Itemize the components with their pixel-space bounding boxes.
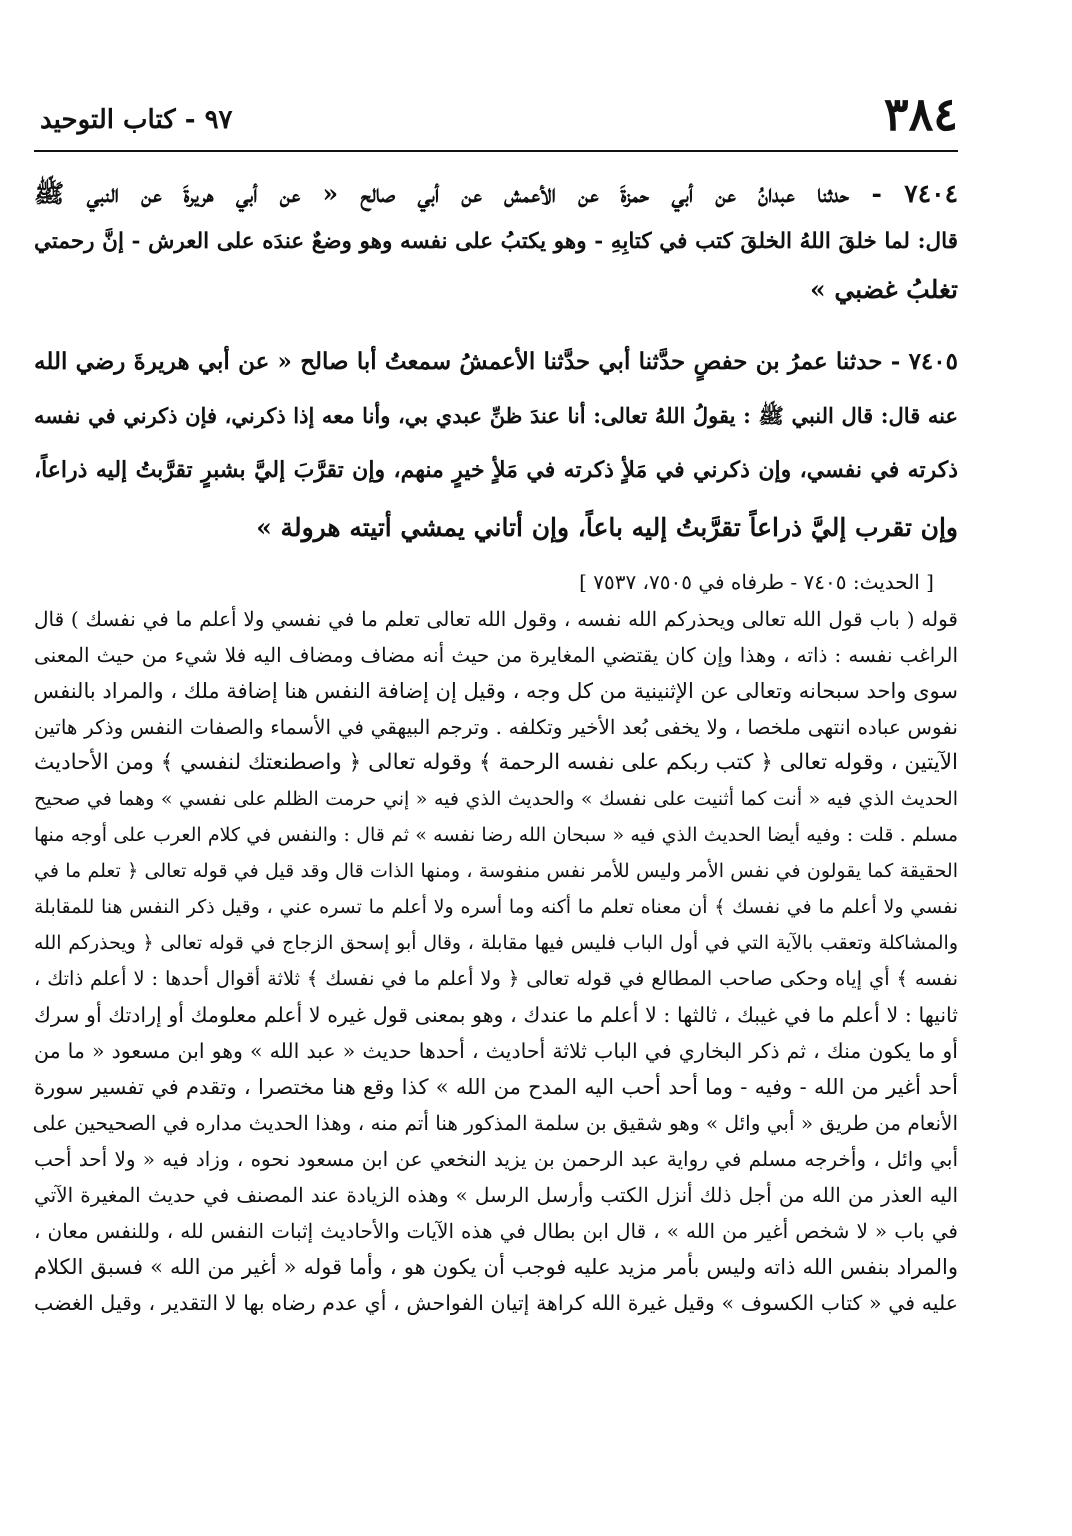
hadith-line: قال: لما خلقَ اللهُ الخلقَ كتب في كتابِهِ - وهو يكتبُ على نفسه وهو وضعٌ عندَه على العرش - إنَّ رحمتي bbox=[34, 229, 958, 254]
commentary-line: قوله ( باب قول الله تعالى ويحذركم الله نفسه ، وقول الله تعالى تعلم ما في نفسي ولا أعلم ما في نفسك ) قال bbox=[34, 607, 958, 631]
commentary-line: الحقيقة كما يقولون في نفس الأمر وليس للأمر نفس منفوسة ، ومنها الذات قال وقد قيل في قوله تعالى ﴿ تعلم ما في bbox=[34, 860, 958, 882]
book-page bbox=[34, 84, 958, 1524]
hadith-line: ٧٤٠٥ - حدثنا عمرُ بن حفصٍ حدَّثنا أبي حدَّثنا الأعمشُ سمعتُ أبا صالح « عن أبي هريرةَ رضي الله bbox=[34, 348, 958, 375]
commentary-line: أحد أغير من الله - وفيه - وما أحد أحب اليه المدح من الله » كذا وقع هنا مختصرا ، وتقدم في تفسير سورة bbox=[34, 1075, 958, 1099]
hadith-line: وإن تقرب إليَّ ذراعاً تقرَّبتُ إليه باعاً، وإن أتاني يمشي أتيته هرولة » bbox=[256, 513, 958, 542]
commentary-line: سوى واحد سبحانه وتعالى عن الإثنينية من كل وجه ، وقيل إن إضافة النفس هنا إضافة ملك ، والمراد بالنفس bbox=[33, 679, 958, 703]
page-number: ٣٨٤ bbox=[883, 87, 958, 141]
hadith-reference: [ الحديث: ٧٤٠٥ - طرفاه في ٧٥٠٥، ٧٥٣٧ ] bbox=[579, 570, 934, 594]
commentary-line: مسلم . قلت : وفيه أيضا الحديث الذي فيه « سبحان الله رضا نفسه » ثم قال : والنفس في كلام العرب على أوجه منها bbox=[34, 824, 958, 846]
commentary-line: أو ما يكون منك ، ثم ذكر البخاري في الباب ثلاثة أحاديث ، أحدها حديث « عبد الله » وهو ابن مسعود « ما من bbox=[34, 1039, 958, 1063]
commentary-line: الحديث الذي فيه « أنت كما أثنيت على نفسك » والحديث الذي فيه « إني حرمت الظلم على نفسي » وهما في صحيح bbox=[34, 788, 958, 810]
commentary-line: والمراد بنفس الله ذاته وليس بأمر مزيد عليه فوجب أن يكون هو ، وأما قوله « أغير من الله » فسبق الكلام bbox=[34, 1255, 958, 1279]
hadith-line: ٧٤٠٤ - حدثنا عبدانُ عن أبي حمزةَ عن الأعمش عن أبي صالح « عن أبي هريرةَ عن النبي ﷺ bbox=[34, 179, 959, 208]
commentary-line: عليه في « كتاب الكسوف » وقيل غيرة الله كراهة إتيان الفواحش ، أي عدم رضاه بها لا التقدير ، وقيل الغضب bbox=[34, 1291, 958, 1315]
commentary-line: الأنعام من طريق « أبي وائل » وهو شقيق بن سلمة المذكور هنا أتم منه ، وهذا الحديث مداره في الصحيحين على bbox=[32, 1111, 958, 1135]
header-rule bbox=[34, 150, 958, 152]
commentary-line: في باب « لا شخص أغير من الله » ، قال ابن بطال في هذه الآيات والأحاديث إثبات النفس لله ، وللنفس معان ، bbox=[34, 1219, 958, 1243]
running-title: ٩٧ - كتاب التوحيد bbox=[40, 105, 233, 135]
commentary-line: نفسه ﴾ أي إياه وحكى صاحب المطالع في قوله تعالى ﴿ ولا أعلم ما في نفسك ﴾ ثلاثة أقوال أحدها : لا أعلم ذاتك ، bbox=[34, 967, 958, 990]
hadith-line: تغلبُ غضبي » bbox=[809, 275, 958, 304]
commentary-line: اليه العذر من الله من أجل ذلك أنزل الكتب وأرسل الرسل » وهذه الزيادة عند المصنف في حديث المغيرة الآتي bbox=[34, 1183, 959, 1207]
commentary-line: أبي وائل ، وأخرجه مسلم في رواية عبد الرحمن بن يزيد النخعي عن ابن مسعود نحوه ، وزاد فيه « ولا أحد أحب bbox=[34, 1147, 958, 1171]
commentary-line: الراغب نفسه : ذاته ، وهذا وإن كان يقتضي المغايرة من حيث أنه مضاف ومضاف اليه فلا شيء من حيث المعنى bbox=[34, 643, 958, 667]
commentary-line: والمشاكلة وتعقب بالآية التي في أول الباب فليس فيها مقابلة ، وقال أبو إسحق الزجاج في قوله تعالى ﴿ ويحذركم الله bbox=[34, 932, 958, 954]
commentary-line: نفسي ولا أعلم ما في نفسك ﴾ أن معناه تعلم ما أكنه وما أسره ولا أعلم ما تسره عني ، وقيل ذكر النفس هنا للمقابلة bbox=[34, 896, 958, 918]
commentary-line: ثانيها : لا أعلم ما في غيبك ، ثالثها : لا أعلم ما عندك ، وهو بمعنى قول غيره لا أعلم معلومك أو إرادتك أو سرك bbox=[34, 1003, 958, 1027]
page-header bbox=[34, 84, 958, 152]
commentary-line: نفوس عباده انتهى ملخصا ، ولا يخفى بُعد الأخير وتكلفه . وترجم البيهقي في الأسماء والصفات النفس وذكر هاتين bbox=[34, 715, 958, 739]
hadith-line: ذكرته في نفسي، وإن ذكرني في مَلأٍ ذكرته في مَلأٍ خيرٍ منهم، وإن تقرَّبَ إليَّ بشبرٍ تقرَّبتُ إليه ذراعاً، bbox=[34, 457, 958, 483]
hadith-line: عنه قال: قال النبي ﷺ : يقولُ اللهُ تعالى: أنا عندَ ظنِّ عبدي بي، وأنا معه إذا ذكرني، فإن ذكرني في نفسه bbox=[34, 403, 958, 428]
commentary-line: الآيتين ، وقوله تعالى ﴿ كتب ربكم على نفسه الرحمة ﴾ وقوله تعالى ﴿ واصطنعتك لنفسي ﴾ ومن الأحاديث bbox=[34, 750, 958, 775]
